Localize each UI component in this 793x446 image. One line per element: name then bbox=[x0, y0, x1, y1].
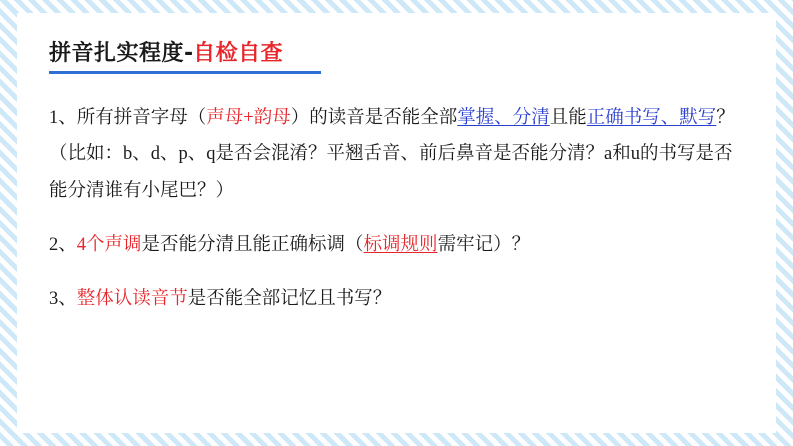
list-item-text-segment: 4个声调 bbox=[76, 234, 142, 255]
list-item bbox=[49, 227, 750, 263]
list-item-text-segment: 正确书写、默写 bbox=[586, 108, 717, 129]
list-item-number: 2、 bbox=[49, 234, 77, 255]
list-item-text-segment: 是否能全部记忆且书写？ bbox=[187, 288, 392, 309]
question-list bbox=[43, 100, 750, 316]
list-item-text-segment: ？（比如：b、d、p、q是否会混淆？平翘舌音、前后鼻音是否能分清？a和u的书写是否能分清谁有小尾巴？） bbox=[49, 108, 735, 201]
list-item-text-segment: 所有拼音字母（ bbox=[76, 108, 207, 129]
list-item-text-segment: 且能 bbox=[549, 108, 587, 129]
title-underline-bar bbox=[49, 71, 321, 74]
list-item bbox=[49, 281, 750, 317]
page-title bbox=[49, 41, 750, 67]
list-item-text-segment: 整体认读音节 bbox=[76, 288, 188, 309]
list-item-text-segment: 声母+韵母 bbox=[206, 108, 291, 129]
list-item-text-segment: 标调规则 bbox=[363, 234, 438, 255]
title-main-text: 拼音扎实程度 bbox=[49, 41, 185, 66]
list-item-number: 3、 bbox=[49, 288, 77, 309]
slide-content bbox=[17, 13, 776, 433]
list-item-text-segment: 是否能分清且能正确标调（ bbox=[141, 234, 364, 255]
list-item-text-segment: 需牢记）？ bbox=[437, 234, 531, 255]
list-item-text-segment: ）的读音是否能全部 bbox=[290, 108, 458, 129]
title-separator: - bbox=[184, 41, 194, 66]
title-accent-text: 自检自查 bbox=[193, 41, 284, 66]
list-item-text-segment: 掌握、分清 bbox=[457, 108, 550, 129]
list-item bbox=[49, 100, 750, 208]
list-item-number: 1、 bbox=[49, 108, 77, 129]
